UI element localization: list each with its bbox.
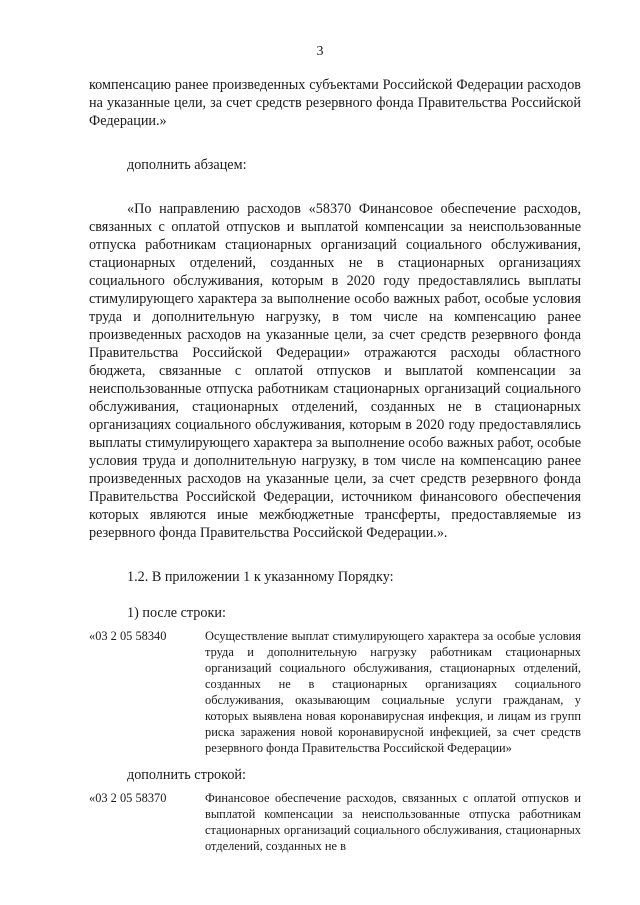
row-code: «03 2 05 58340 [89, 629, 167, 643]
paragraph-add-clause: дополнить абзацем: [127, 157, 247, 173]
paragraph-after-row: 1) после строки: [127, 605, 226, 621]
page-number: 3 [316, 44, 324, 59]
row-description: Осуществление выплат стимулирующего характера за особые условия труда и дополнительную нагрузку работникам стационарных организаций социального обслуживания, стационарных отделений, созданных не в стационарных организациях социального обслуживания, оказывающим социальные услуги гражданам, у которых выявлена новая коронавирусная инфекция, и лицам из групп риска заражения новой коронавирусной инфекцией, за счет средств резервного фонда Правительства Российской Федерации» [205, 629, 581, 755]
table-row [89, 628, 581, 756]
row-description: Финансовое обеспечение расходов, связанных с оплатой отпусков и выплатой компенсации за неиспользованные отпуска работникам стационарных организаций социального обслуживания, стационарных отделений, созданных не в [205, 791, 581, 853]
paragraph-direction-58370: «По направлению расходов «58370 Финансовое обеспечение расходов, связанных с оплатой отпусков и выплатой компенсации за неиспользованные отпуска работникам стационарных организаций социального обслуживания, стационарных отделений, созданных не в стационарных организациях социального обслуживания, которым в 2020 году предоставлялись выплаты стимулирующего характера за выполнение особо важных работ, особые условия труда и дополнительную нагрузку, в том числе на компенсацию ранее произведенных расходов на указанные цели, за счет средств резервного фонда Правительства Российской Федерации» отражаются расходы областного бюджета, связанные с оплатой отпусков и выплатой компенсации за неиспользованные отпуска работникам стационарных организаций социального обслуживания, стационарных отделений, созданных не в стационарных организациях социального обслуживания, которым в 2020 году предоставлялись выплаты стимулирующего характера за выполнение особо важных работ, особые условия труда и дополнительную нагрузку, в том числе на компенсацию ранее произведенных расходов на указанные цели, за счет средств резервного фонда Правительства Российской Федерации, источником финансового обеспечения которых являются иные межбюджетные трансферты, предоставляемые из резервного фонда Правительства Российской Федерации.». [89, 201, 581, 541]
row-code: «03 2 05 58370 [89, 791, 167, 805]
paragraph-appendix-1: 1.2. В приложении 1 к указанному Порядку: [127, 569, 394, 585]
paragraph-continuation: компенсацию ранее произведенных субъектами Российской Федерации расходов на указанные цели, за счет средств резервного фонда Правительства Российской Федерации.» [89, 77, 581, 129]
table-row [89, 790, 581, 854]
paragraph-add-row: дополнить строкой: [127, 767, 246, 783]
document-body [89, 76, 581, 854]
